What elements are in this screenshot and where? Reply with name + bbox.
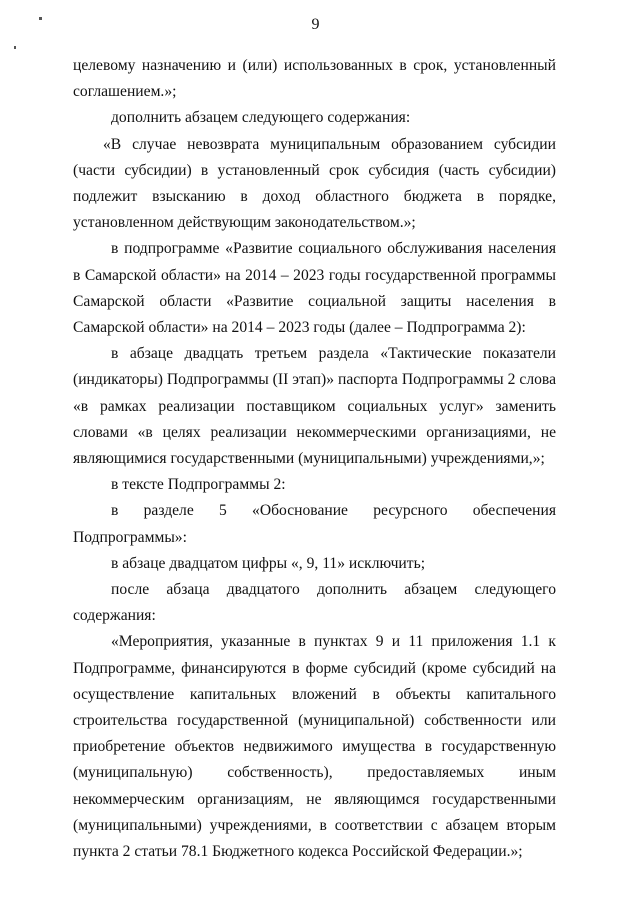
paragraph: после абзаца двадцатого дополнить абзацем следующего содержания: <box>73 581 556 625</box>
paragraph: в тексте Подпрограммы 2: <box>111 476 286 494</box>
paragraph: в разделе 5 «Обоснование ресурсного обеспечения Подпрограммы»: <box>73 502 556 546</box>
paragraph: «В случае невозврата муниципальным образованием субсидии (части субсидии) в установленный срок субсидия (часть субсидии) подлежит взысканию в доход областного бюджета в порядке, установленном действующим законодательством.»; <box>73 135 556 232</box>
paragraph: «Мероприятия, указанные в пунктах 9 и 11 приложения 1.1 к Подпрограмме, финансируются в форме субсидий (кроме субсидий на осуществление капитальных вложений в объекты капитального строительства государственной (муниципальной) собственности или приобретение объектов недвижимого имущества в государственную (муниципальную) собственность), предоставляемых иным некоммерческим организациям, не являющимся государственными (муниципальными) учреждениями, в соответствии с абзацем вторым пункта 2 статьи 78.1 Бюджетного кодекса Российской Федерации.»; <box>73 633 556 861</box>
paragraph: в абзаце двадцатом цифры «, 9, 11» исключить; <box>111 554 426 572</box>
paragraph: в подпрограмме «Развитие социального обслуживания населения в Самарской области» на 2014 – 2023 годы государственной программы Самарской области «Развитие социальной защиты населения в Самарской области» на 2014 – 2023 годы (далее – Подпрограмма 2): <box>73 240 556 337</box>
paragraph: в абзаце двадцать третьем раздела «Тактические показатели (индикаторы) Подпрограммы (II этап)» паспорта Подпрограммы 2 слова «в рамках реализации поставщиком социальных услуг» заменить словами «в целях реализации некоммерческими организациями, не являющимися государственными (муниципальными) учреждениями,»; <box>73 345 556 468</box>
scan-speck <box>14 46 16 49</box>
page-number: 9 <box>311 16 320 33</box>
paragraph: дополнить абзацем следующего содержания: <box>111 109 411 127</box>
paragraph: целевому назначению и (или) использованных в срок, установленный соглашением.»; <box>73 57 556 101</box>
scan-speck <box>39 17 42 20</box>
document-body <box>73 53 556 865</box>
